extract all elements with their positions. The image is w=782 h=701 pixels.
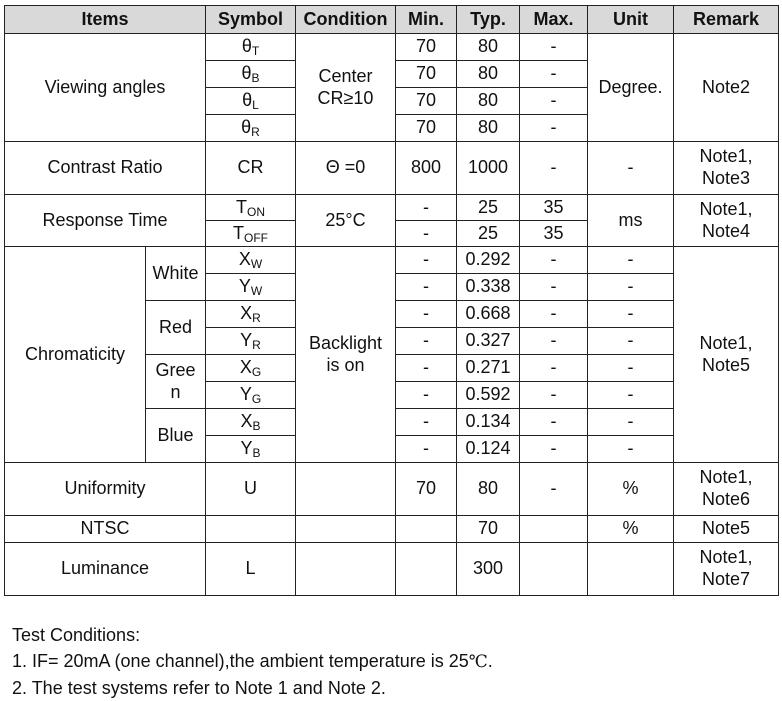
remark-uniformity: Note1, Note6	[674, 463, 779, 516]
min-value: -	[396, 274, 457, 301]
table-row	[5, 142, 779, 195]
min-value: 70	[396, 115, 457, 142]
unit-value: -	[588, 355, 674, 382]
item-contrast-ratio: Contrast Ratio	[5, 142, 206, 195]
color-red: Red	[146, 301, 206, 355]
symbol-xw: $X_W$	[206, 247, 296, 274]
typ-value: 0.124	[457, 436, 520, 463]
table-row	[5, 516, 779, 543]
min-value: 70	[396, 61, 457, 88]
min-value: 70	[396, 34, 457, 61]
condition-chromaticity: Backlight is on	[296, 247, 396, 463]
typ-value: 0.271	[457, 355, 520, 382]
color-green: Gree n	[146, 355, 206, 409]
unit-value: -	[588, 436, 674, 463]
min-value: -	[396, 195, 457, 221]
symbol-theta-t: $\theta_T$	[206, 34, 296, 61]
header-remark: Remark	[674, 6, 779, 34]
header-symbol: Symbol	[206, 6, 296, 34]
typ-value: 0.668	[457, 301, 520, 328]
symbol-xg: $X_G$	[206, 355, 296, 382]
unit-ntsc: %	[588, 516, 674, 543]
typ-value: 80	[457, 463, 520, 516]
typ-value: 80	[457, 61, 520, 88]
remark-chromaticity: Note1, Note5	[674, 247, 779, 463]
typ-value: 25	[457, 221, 520, 247]
max-value: -	[520, 274, 588, 301]
max-value: -	[520, 382, 588, 409]
min-value: -	[396, 221, 457, 247]
max-value: -	[520, 328, 588, 355]
remark-viewing: Note2	[674, 34, 779, 142]
typ-value: 70	[457, 516, 520, 543]
typ-value: 25	[457, 195, 520, 221]
header-unit: Unit	[588, 6, 674, 34]
symbol-xr: $X_R$	[206, 301, 296, 328]
table-row	[5, 463, 779, 516]
min-value: 70	[396, 88, 457, 115]
max-value	[520, 543, 588, 596]
max-value: -	[520, 409, 588, 436]
min-value: -	[396, 382, 457, 409]
symbol-xb: $X_B$	[206, 409, 296, 436]
symbol-theta-r: $\theta_R$	[206, 115, 296, 142]
header-items: Items	[5, 6, 206, 34]
min-value: -	[396, 301, 457, 328]
test-condition-2: 2. The test systems refer to Note 1 and Note 2.	[12, 678, 386, 698]
max-value: -	[520, 88, 588, 115]
unit-uniformity: %	[588, 463, 674, 516]
condition-response: 25°C	[296, 195, 396, 247]
symbol-theta-b: $\theta_B$	[206, 61, 296, 88]
unit-value: -	[588, 409, 674, 436]
condition-empty	[296, 543, 396, 596]
unit-value: -	[588, 274, 674, 301]
header-condition: Condition	[296, 6, 396, 34]
max-value: -	[520, 355, 588, 382]
condition-empty	[296, 516, 396, 543]
typ-value: 80	[457, 115, 520, 142]
test-conditions-title: Test Conditions:	[12, 625, 141, 645]
symbol-theta-l: $\theta_L$	[206, 88, 296, 115]
min-value: -	[396, 328, 457, 355]
condition-empty	[296, 463, 396, 516]
remark-luminance: Note1, Note7	[674, 543, 779, 596]
typ-value: 0.327	[457, 328, 520, 355]
color-blue: Blue	[146, 409, 206, 463]
max-value: 35	[520, 221, 588, 247]
typ-value: 300	[457, 543, 520, 596]
optical-spec-table	[4, 5, 779, 596]
min-value: 800	[396, 142, 457, 195]
max-value: 35	[520, 195, 588, 221]
min-value	[396, 516, 457, 543]
min-value	[396, 543, 457, 596]
item-uniformity: Uniformity	[5, 463, 206, 516]
typ-value: 0.292	[457, 247, 520, 274]
header-row	[5, 6, 779, 34]
min-value: -	[396, 409, 457, 436]
condition-viewing: Center CR≥10	[296, 34, 396, 142]
max-value: -	[520, 34, 588, 61]
symbol-cr: CR	[206, 142, 296, 195]
unit-viewing: Degree.	[588, 34, 674, 142]
symbol-yw: $Y_W$	[206, 274, 296, 301]
max-value: -	[520, 61, 588, 88]
header-min: Min.	[396, 6, 457, 34]
unit-contrast: -	[588, 142, 674, 195]
typ-value: 0.592	[457, 382, 520, 409]
unit-luminance	[588, 543, 674, 596]
max-value: -	[520, 463, 588, 516]
typ-value: 0.134	[457, 409, 520, 436]
min-value: -	[396, 247, 457, 274]
symbol-empty	[206, 516, 296, 543]
unit-value: -	[588, 301, 674, 328]
test-conditions	[12, 622, 493, 701]
table-row	[5, 34, 779, 61]
test-condition-1: 1. IF= 20mA (one channel),the ambient temperature is 25℃.	[12, 651, 493, 672]
symbol-yr: $Y_R$	[206, 328, 296, 355]
max-value	[520, 516, 588, 543]
typ-value: 0.338	[457, 274, 520, 301]
min-value: -	[396, 436, 457, 463]
max-value: -	[520, 115, 588, 142]
max-value: -	[520, 142, 588, 195]
remark-response: Note1, Note4	[674, 195, 779, 247]
min-value: -	[396, 355, 457, 382]
symbol-t-on: $T_{ON}$	[206, 195, 296, 221]
table-row	[5, 543, 779, 596]
symbol-yb: $Y_B$	[206, 436, 296, 463]
unit-response: ms	[588, 195, 674, 247]
symbol-l: L	[206, 543, 296, 596]
header-typ: Typ.	[457, 6, 520, 34]
max-value: -	[520, 301, 588, 328]
max-value: -	[520, 247, 588, 274]
header-max: Max.	[520, 6, 588, 34]
unit-value: -	[588, 247, 674, 274]
typ-value: 1000	[457, 142, 520, 195]
color-white: White	[146, 247, 206, 301]
min-value: 70	[396, 463, 457, 516]
symbol-yg: $Y_G$	[206, 382, 296, 409]
table-row	[5, 195, 779, 221]
item-viewing-angles: Viewing angles	[5, 34, 206, 142]
item-luminance: Luminance	[5, 543, 206, 596]
symbol-t-off: $T_{OFF}$	[206, 221, 296, 247]
unit-value: -	[588, 328, 674, 355]
item-response-time: Response Time	[5, 195, 206, 247]
unit-value: -	[588, 382, 674, 409]
item-ntsc: NTSC	[5, 516, 206, 543]
condition-contrast: Θ =0	[296, 142, 396, 195]
item-chromaticity: Chromaticity	[5, 247, 146, 463]
symbol-u: U	[206, 463, 296, 516]
max-value: -	[520, 436, 588, 463]
table-row	[5, 247, 779, 274]
remark-contrast: Note1, Note3	[674, 142, 779, 195]
typ-value: 80	[457, 88, 520, 115]
typ-value: 80	[457, 34, 520, 61]
remark-ntsc: Note5	[674, 516, 779, 543]
